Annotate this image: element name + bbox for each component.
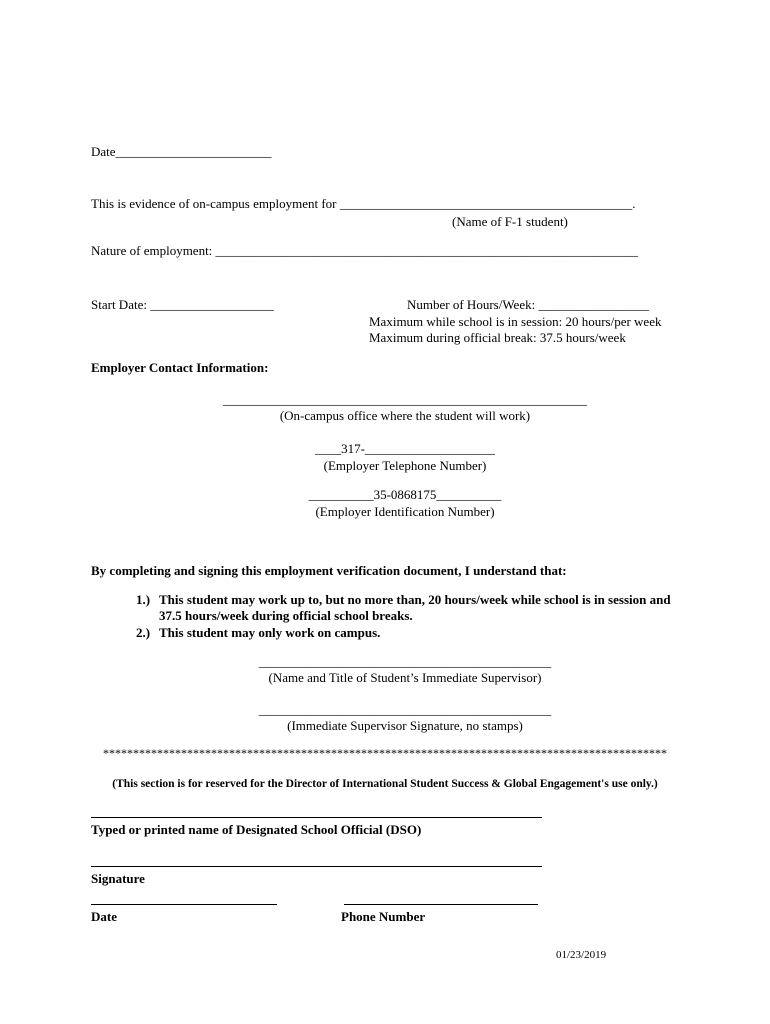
nature-of-employment-line: Nature of employment: _________________________________________________________________ [91, 243, 639, 258]
dso-date-label: Date [91, 909, 117, 924]
dso-signature-line [91, 866, 542, 867]
dso-phone-line [344, 904, 538, 905]
section-divider: ********************************************************************************************** [103, 746, 667, 760]
supervisor-signature-line: _____________________________________________ [258, 702, 552, 717]
agreement-item1-text: This student may work up to, but no more than, 20 hours/week while school is in session and [159, 592, 671, 607]
dso-phone-label: Phone Number [341, 909, 426, 924]
agreement-item2-text: This student may only work on campus. [159, 625, 381, 640]
employer-ein-line: __________35-0868175__________ [308, 487, 502, 502]
evidence-line: This is evidence of on-campus employment for _____________________________________________. [91, 196, 636, 211]
agreement-heading: By completing and signing this employment verification document, I understand that: [91, 563, 567, 578]
office-line: ________________________________________________________ [223, 392, 587, 407]
max-in-session-note: Maximum while school is in session: 20 hours/per week [369, 314, 662, 329]
dso-reserved-note: (This section is for reserved for the Director of International Student Success & Global Engagement's use only.) [112, 778, 658, 790]
supervisor-name-caption: (Name and Title of Student’s Immediate Supervisor) [268, 670, 542, 685]
agreement-item1-text-cont: 37.5 hours/week during official school breaks. [159, 608, 413, 623]
date-field: Date________________________ [91, 144, 272, 159]
revision-date: 01/23/2019 [556, 949, 607, 961]
hours-per-week-field: Number of Hours/Week: _________________ [407, 297, 649, 312]
employer-phone-caption: (Employer Telephone Number) [323, 458, 487, 473]
office-caption: (On-campus office where the student will work) [279, 408, 531, 423]
agreement-item2-marker: 2.) [136, 625, 151, 640]
employer-contact-heading: Employer Contact Information: [91, 360, 269, 375]
dso-signature-label: Signature [91, 871, 145, 886]
dso-date-line [91, 904, 277, 905]
supervisor-name-line: _____________________________________________ [258, 654, 552, 669]
agreement-item1-marker: 1.) [136, 592, 151, 607]
dso-typed-name-label: Typed or printed name of Designated School Official (DSO) [91, 822, 422, 837]
dso-name-line [91, 817, 542, 818]
start-date-field: Start Date: ___________________ [91, 297, 274, 312]
student-name-caption: (Name of F-1 student) [452, 214, 568, 229]
employer-phone-line: ____317-____________________ [315, 441, 495, 456]
max-break-note: Maximum during official break: 37.5 hours/week [369, 330, 626, 345]
supervisor-signature-caption: (Immediate Supervisor Signature, no stamps) [287, 718, 523, 733]
employer-ein-caption: (Employer Identification Number) [315, 504, 495, 519]
